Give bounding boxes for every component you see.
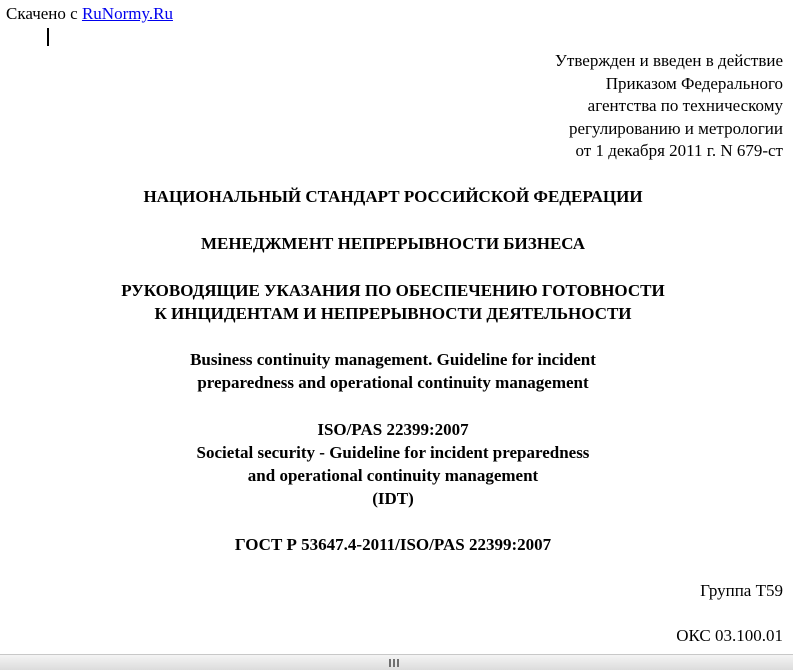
iso-title-line-1: Societal security - Guideline for incident preparedness	[196, 443, 590, 462]
approval-line: агентства по техническому	[587, 96, 783, 115]
gost-designation	[0, 533, 786, 556]
approval-line: Приказом Федерального	[605, 73, 783, 93]
standard-name-heading	[0, 279, 786, 325]
downloaded-prefix: Скачено с	[6, 4, 78, 23]
approval-line: Утвержден и введен в действие	[554, 51, 783, 70]
gost-text: ГОСТ Р 53647.4-2011/ISO/PAS 22399:2007	[234, 535, 552, 554]
iso-title-line-2: and operational continuity management	[247, 466, 539, 485]
downloaded-from-line	[6, 3, 173, 25]
iso-code: ISO/PAS 22399:2007	[317, 420, 469, 439]
oks-label: ОКС 03.100.01	[676, 626, 783, 645]
english-title	[0, 348, 786, 394]
horizontal-scrollbar[interactable]	[0, 654, 793, 670]
idt-label: (IDT)	[372, 489, 414, 508]
approval-line: от 1 декабря 2011 г. N 679-ст	[575, 141, 783, 160]
subject-heading	[0, 232, 786, 255]
scrollbar-grip-icon[interactable]	[389, 659, 401, 667]
text-cursor	[47, 28, 49, 46]
english-title-line-1: Business continuity management. Guideline for incident	[190, 350, 596, 369]
runormy-link[interactable]: RuNormy.Ru	[81, 4, 173, 23]
english-title-line-2: preparedness and operational continuity management	[197, 373, 589, 392]
approval-line: регулированию и метрологии	[568, 118, 783, 138]
standard-name-line-1: РУКОВОДЯЩИЕ УКАЗАНИЯ ПО ОБЕСПЕЧЕНИЮ ГОТОВНОСТИ	[121, 281, 665, 300]
standard-type-text: НАЦИОНАЛЬНЫЙ СТАНДАРТ РОССИЙСКОЙ ФЕДЕРАЦИИ	[143, 187, 643, 206]
iso-block	[0, 418, 786, 510]
subject-text: МЕНЕДЖМЕНТ НЕПРЕРЫВНОСТИ БИЗНЕСА	[200, 234, 586, 253]
standard-name-line-2: К ИНЦИДЕНТАМ И НЕПРЕРЫВНОСТИ ДЕЯТЕЛЬНОСТИ	[154, 304, 632, 323]
approval-block	[555, 50, 783, 163]
group-label: Группа Т59	[700, 581, 783, 600]
standard-type-heading	[0, 185, 786, 208]
